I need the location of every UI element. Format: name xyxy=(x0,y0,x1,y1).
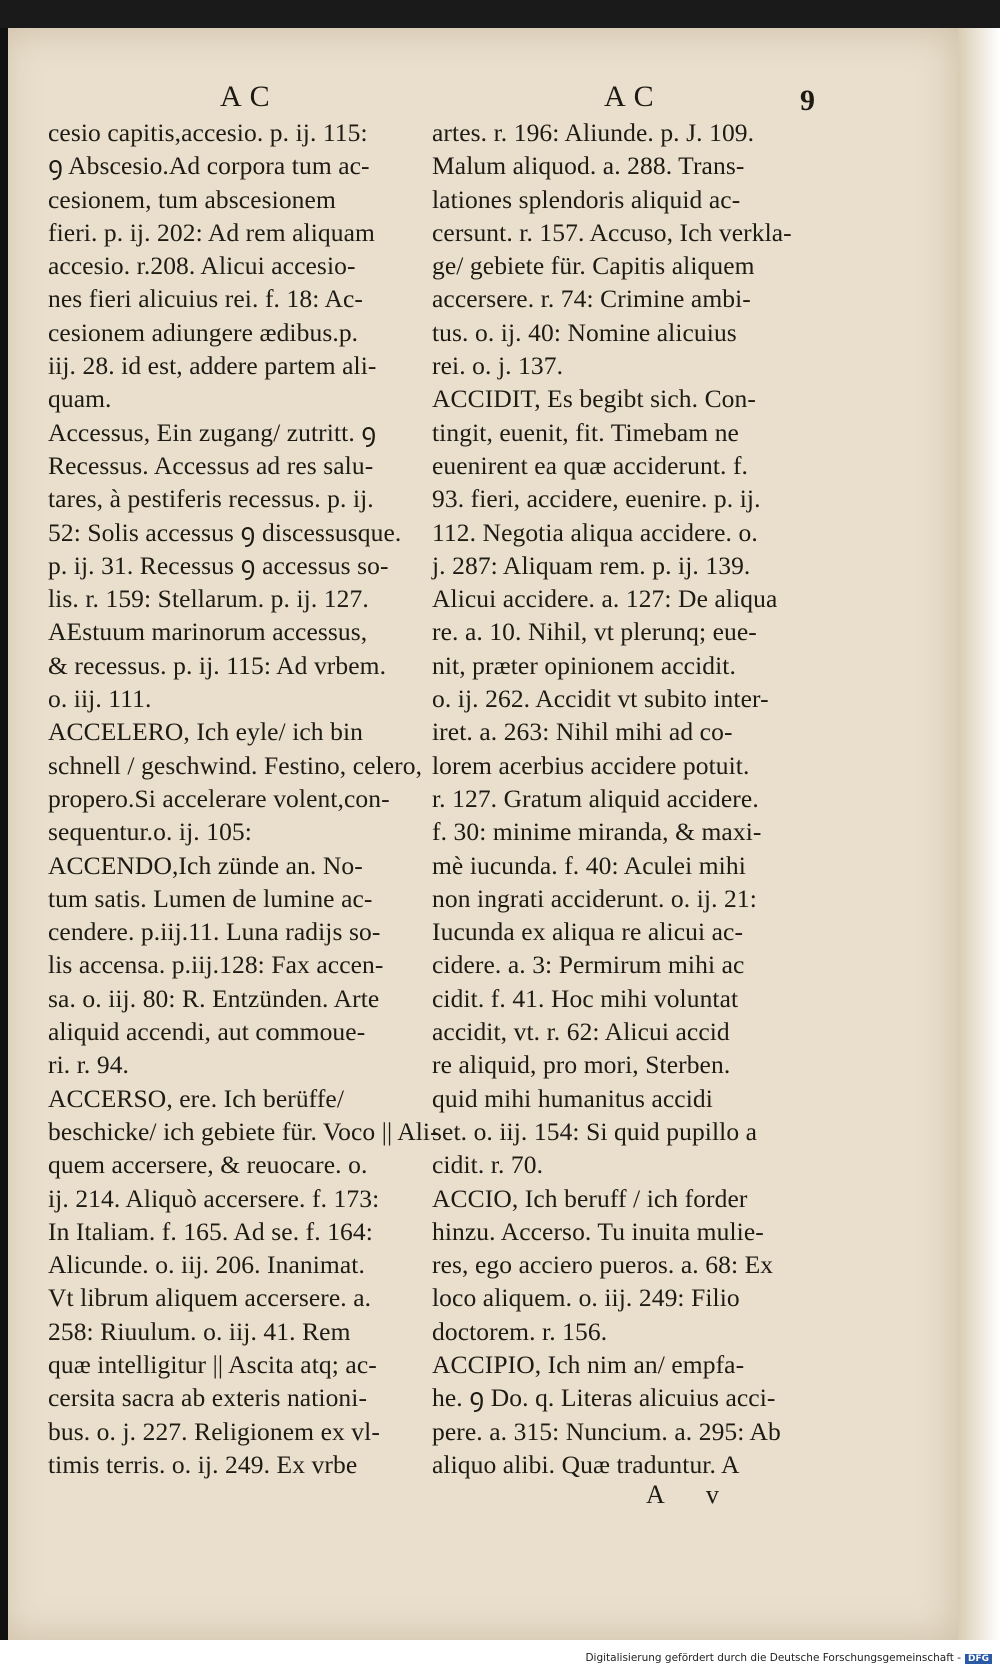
text-line: accidit, vt. r. 62: Alicui accid xyxy=(432,1017,730,1047)
text-line: artes. r. 196: Aliunde. p. J. 109. xyxy=(432,118,755,147)
text-line: cidere. a. 3: Permirum mihi ac xyxy=(432,950,745,980)
text-line: tingit, euenit, fit. Timebam ne xyxy=(432,417,739,447)
text-line: Iucunda ex aliqua re alicui ac- xyxy=(432,917,744,947)
text-line: cesionem, tum abscesionem xyxy=(48,184,336,214)
text-line: sequentur.o. ij. 105: xyxy=(48,817,252,847)
text-line: he. ꝯ Do. q. Literas alicuius acci- xyxy=(432,1383,776,1413)
text-line: cesionem adiungere ædibus.p. xyxy=(48,317,359,347)
text-line: 112. Negotia aliqua accidere. o. xyxy=(432,517,758,547)
credit-text: Digitalisierung gefördert durch die Deutsche Forschungsgemeinschaft - xyxy=(585,1652,961,1664)
text-line: lationes splendoris aliquid ac- xyxy=(432,184,741,214)
text-line: rei. o. j. 137. xyxy=(432,351,564,381)
text-line: quem accersere, & reuocare. o. xyxy=(48,1150,368,1180)
text-line: re. a. 10. Nihil, vt plerunq; eue- xyxy=(432,617,757,647)
running-head-right: AC xyxy=(604,80,662,113)
text-line: bus. o. j. 227. Religionem ex vl- xyxy=(48,1416,380,1446)
text-line: ACCIPIO, Ich nim an/ empfa- xyxy=(432,1349,745,1379)
text-line: tus. o. ij. 40: Nomine alicuius xyxy=(432,317,737,347)
text-line: cidit. f. 41. Hoc mihi voluntat xyxy=(432,983,739,1013)
text-line: o. iij. 111. xyxy=(48,684,152,714)
text-line: aliquid accendi, aut commoue- xyxy=(48,1017,366,1047)
text-line: tum satis. Lumen de lumine ac- xyxy=(48,883,373,913)
text-line: quam. xyxy=(48,384,112,414)
signature-mark: A v xyxy=(646,1480,737,1509)
text-line: lis. r. 159: Stellarum. p. ij. 127. xyxy=(48,584,369,614)
text-line: In Italiam. f. 165. Ad se. f. 164: xyxy=(48,1216,373,1246)
text-line: nes fieri alicuius rei. f. 18: Ac- xyxy=(48,284,363,314)
text-line: ACCERSO, ere. Ich berüffe/ xyxy=(48,1083,345,1113)
text-line: ACCIO, Ich beruff / ich forder xyxy=(432,1183,748,1213)
text-line: r. 127. Gratum aliquid accidere. xyxy=(432,783,759,813)
text-line: ij. 214. Aliquò accersere. f. 173: xyxy=(48,1183,380,1213)
text-line: sa. o. iij. 80: R. Entzünden. Arte xyxy=(48,983,380,1013)
text-line: j. 287: Aliquam rem. p. ij. 139. xyxy=(432,550,751,580)
text-line: non ingrati acciderunt. o. ij. 21: xyxy=(432,883,757,913)
text-line: ACCENDO,Ich zünde an. No- xyxy=(48,850,363,880)
text-line: Alicunde. o. iij. 206. Inanimat. xyxy=(48,1250,365,1280)
text-line: aliquo alibi. Quæ traduntur. A xyxy=(432,1449,740,1479)
digitization-credit xyxy=(540,1652,992,1664)
text-line: tares, à pestiferis recessus. p. ij. xyxy=(48,484,374,514)
text-line: ri. r. 94. xyxy=(48,1050,130,1080)
text-line: lorem acerbius accidere potuit. xyxy=(432,750,750,780)
text-line: propero.Si accelerare volent,con- xyxy=(48,783,390,813)
text-line: accersere. r. 74: Crimine ambi- xyxy=(432,284,751,314)
text-line: nit, præter opinionem accidit. xyxy=(432,650,736,680)
running-head-left: AC xyxy=(220,80,278,113)
text-line: fieri. p. ij. 202: Ad rem aliquam xyxy=(48,217,375,247)
text-line: p. ij. 31. Recessus ꝯ accessus so- xyxy=(48,550,389,580)
text-line: Alicui accidere. a. 127: De aliqua xyxy=(432,584,778,614)
text-line: cersita sacra ab exteris nationi- xyxy=(48,1383,368,1413)
scan-top-border xyxy=(0,0,1000,28)
left-column xyxy=(48,116,439,1481)
text-line: accesio. r.208. Alicui accesio- xyxy=(48,251,356,281)
text-line: mè iucunda. f. 40: Aculei mihi xyxy=(432,850,746,880)
text-line: ge/ gebiete für. Capitis aliquem xyxy=(432,251,755,281)
text-line: euenirent ea quæ acciderunt. f. xyxy=(432,450,749,480)
text-line: 93. fieri, accidere, euenire. p. ij. xyxy=(432,484,761,514)
text-line: cidit. r. 70. xyxy=(432,1150,544,1180)
text-line: 258: Riuulum. o. iij. 41. Rem xyxy=(48,1316,351,1346)
text-line: ACCIDIT, Es begibt sich. Con- xyxy=(432,384,756,414)
dfg-logo: DFG xyxy=(965,1654,992,1664)
text-line: quid mihi humanitus accidi xyxy=(432,1083,713,1113)
text-line: Accessus, Ein zugang/ zutritt. ꝯ xyxy=(48,417,377,447)
text-line: pere. a. 315: Nuncium. a. 295: Ab xyxy=(432,1416,781,1446)
text-line: o. ij. 262. Accidit vt subito inter- xyxy=(432,684,769,714)
text-line: Recessus. Accessus ad res salu- xyxy=(48,450,374,480)
text-line: & recessus. p. ij. 115: Ad vrbem. xyxy=(48,650,387,680)
text-line: set. o. iij. 154: Si quid pupillo a xyxy=(432,1116,758,1146)
text-line: schnell / geschwind. Festino, celero, xyxy=(48,750,423,780)
text-line: f. 30: minime miranda, & maxi- xyxy=(432,817,762,847)
text-line: ꝯ Abscesio.Ad corpora tum ac- xyxy=(48,151,370,181)
right-column xyxy=(432,116,827,1481)
text-line: cesio capitis,accesio. p. ij. 115: xyxy=(48,118,368,147)
text-line: re aliquid, pro mori, Sterben. xyxy=(432,1050,731,1080)
page-number: 9 xyxy=(800,84,815,117)
text-line: iij. 28. id est, addere partem ali- xyxy=(48,351,377,381)
text-line: lis accensa. p.iij.128: Fax accen- xyxy=(48,950,384,980)
text-line: hinzu. Accerso. Tu inuita mulie- xyxy=(432,1216,764,1246)
text-line: cendere. p.iij.11. Luna radijs so- xyxy=(48,917,381,947)
page-edge xyxy=(958,28,1000,1640)
text-line: cersunt. r. 157. Accuso, Ich verkla- xyxy=(432,217,792,247)
text-line: ACCELERO, Ich eyle/ ich bin xyxy=(48,717,364,747)
text-line: 52: Solis accessus ꝯ discessusque. xyxy=(48,517,402,547)
text-line: loco aliquem. o. iij. 249: Filio xyxy=(432,1283,740,1313)
text-line: doctorem. r. 156. xyxy=(432,1316,608,1346)
text-line: AEstuum marinorum accessus, xyxy=(48,617,368,647)
scan-left-border xyxy=(0,28,8,1640)
text-line: Malum aliquod. a. 288. Trans- xyxy=(432,151,745,181)
text-line: beschicke/ ich gebiete für. Voco || Ali- xyxy=(48,1116,439,1146)
text-line: timis terris. o. ij. 249. Ex vrbe xyxy=(48,1449,358,1479)
text-line: iret. a. 263: Nihil mihi ad co- xyxy=(432,717,733,747)
text-line: quæ intelligitur || Ascita atq; ac- xyxy=(48,1349,377,1379)
text-line: Vt librum aliquem accersere. a. xyxy=(48,1283,372,1313)
text-line: res, ego acciero pueros. a. 68: Ex xyxy=(432,1250,774,1280)
